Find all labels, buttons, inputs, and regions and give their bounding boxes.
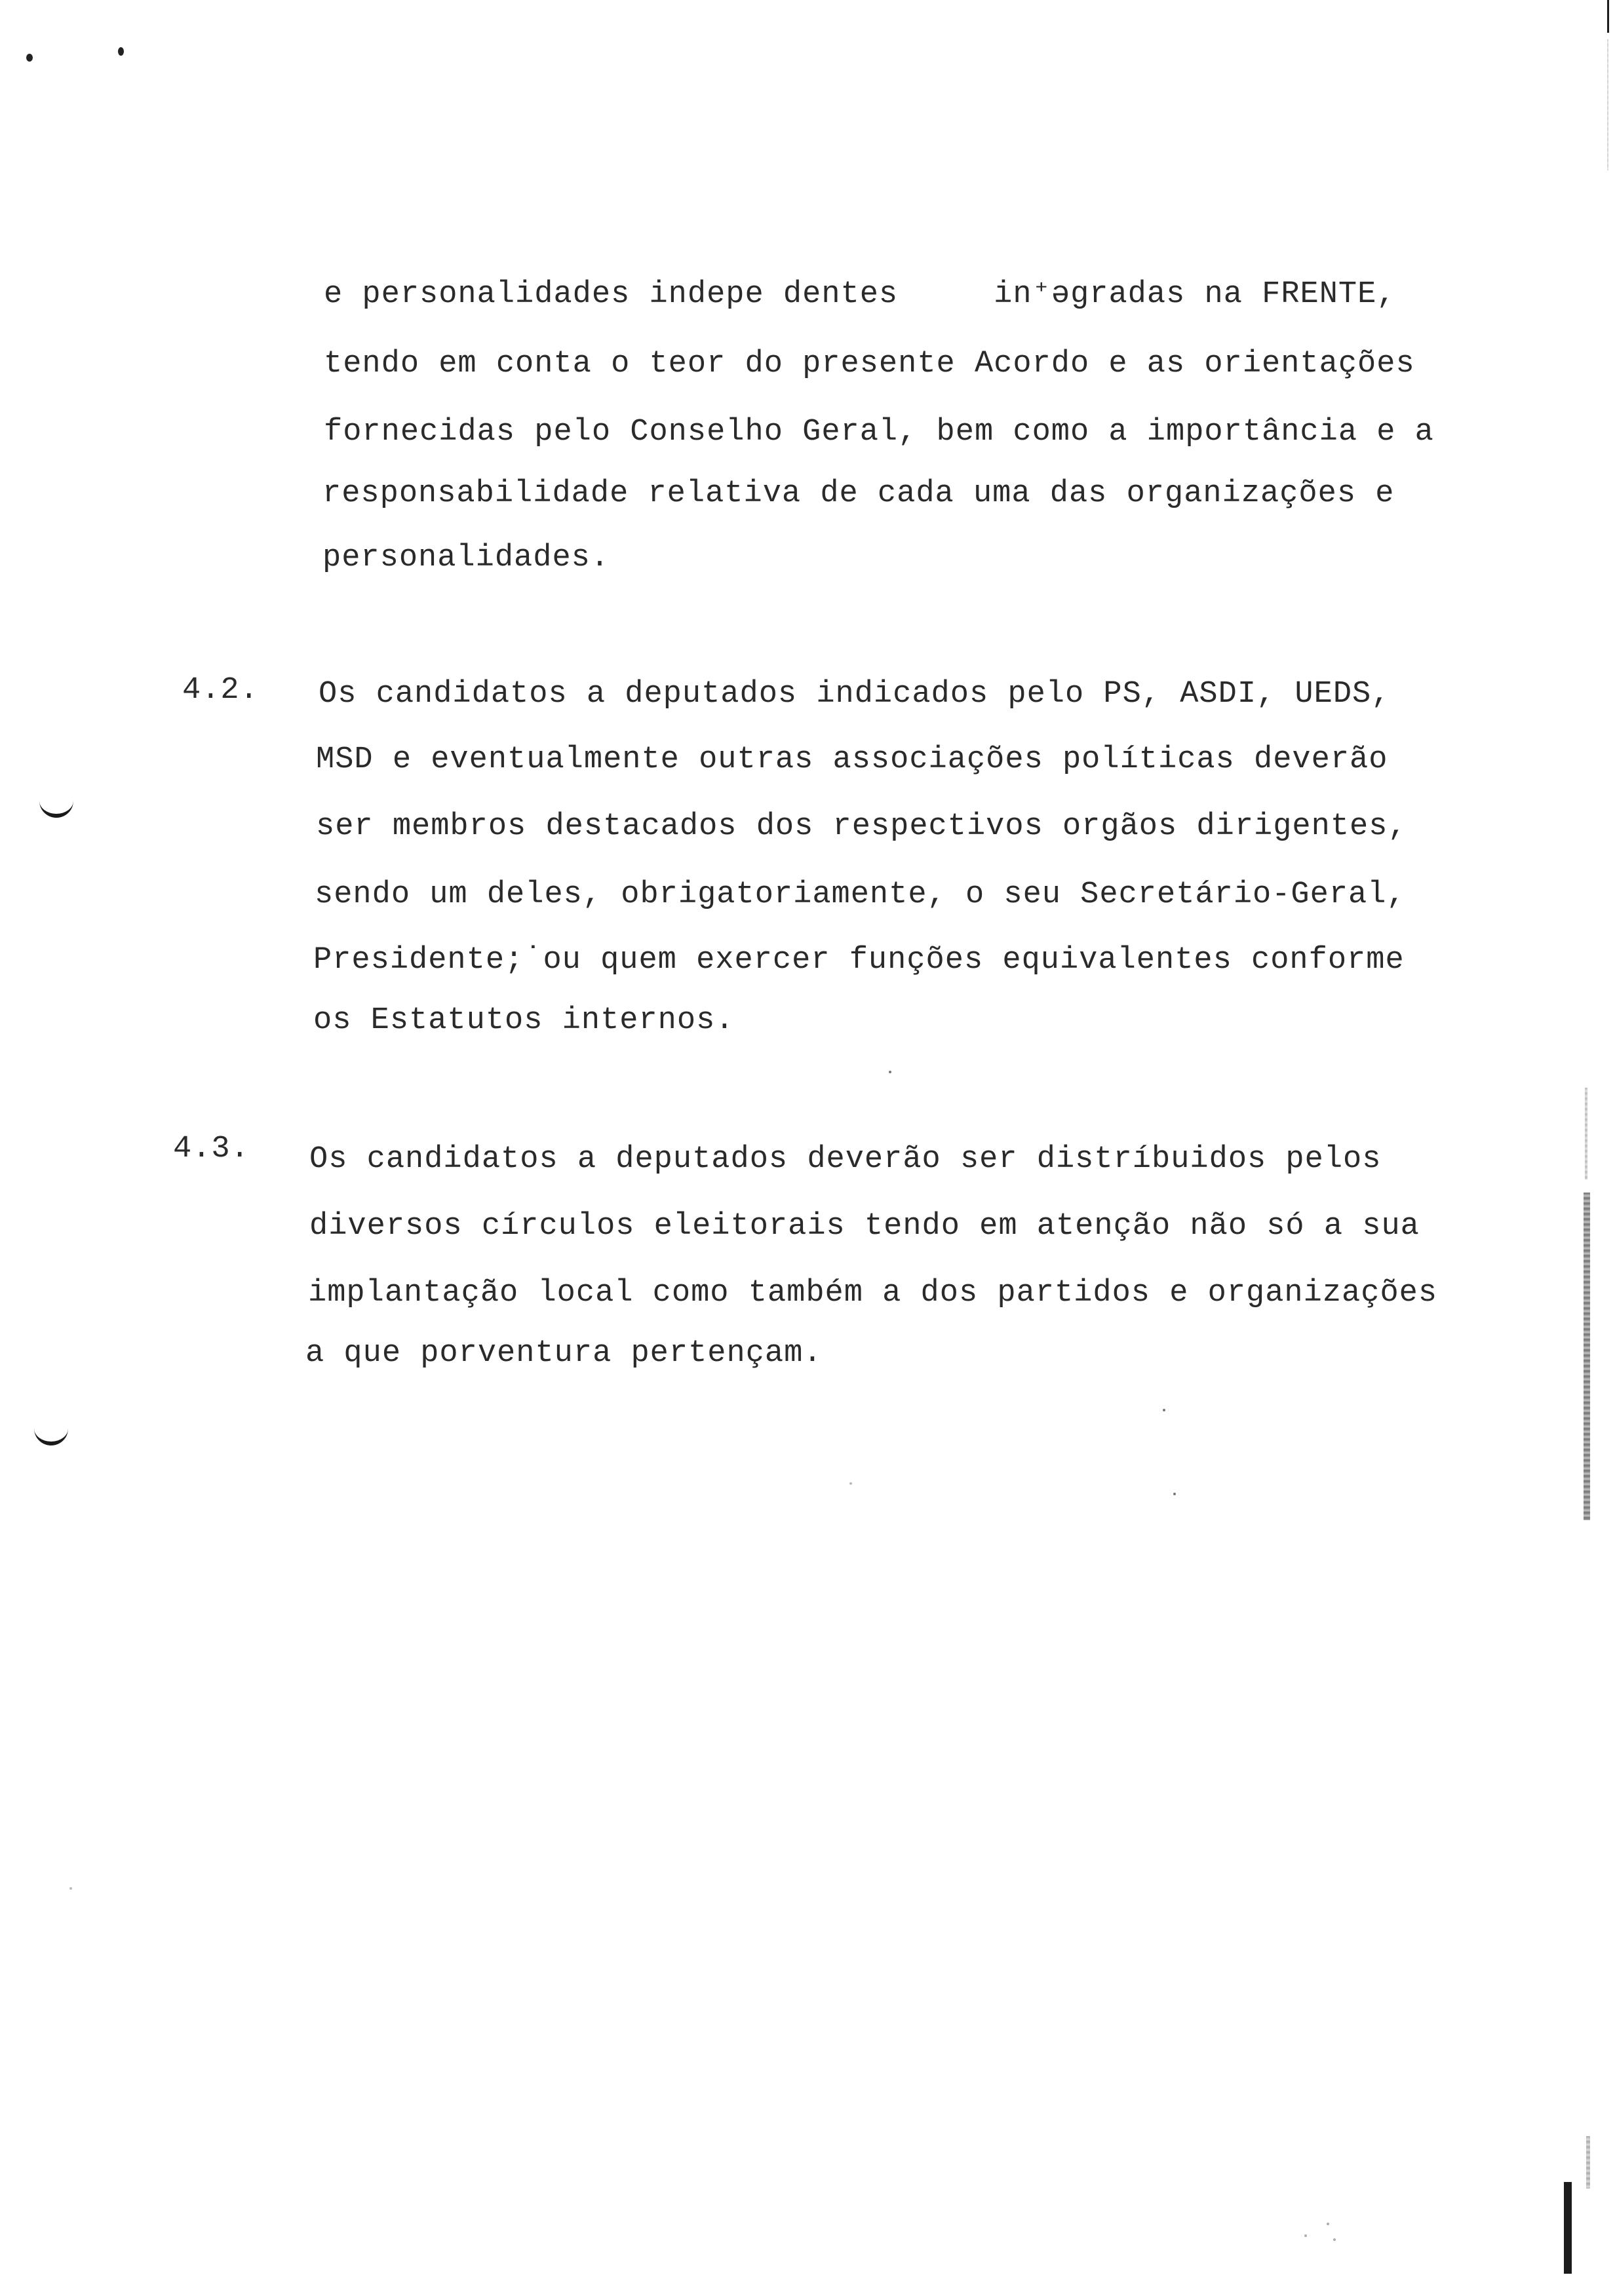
text-line: sendo um deles, obrigatoriamente, o seu Secretário-Geral, xyxy=(315,877,1406,912)
margin-mark xyxy=(34,1425,68,1445)
scan-edge-mark xyxy=(1584,1193,1590,1520)
text-line: personalidades. xyxy=(322,541,610,575)
text-line: Presidente;˙ou quem exercer funções equivalentes conforme xyxy=(313,943,1405,978)
scan-speck xyxy=(1333,2238,1336,2241)
scan-edge-mark xyxy=(1607,0,1609,33)
scan-speck xyxy=(26,54,33,62)
scan-speck xyxy=(69,1887,72,1890)
text-line: Os candidatos a deputados deverão ser distríbuidos pelos xyxy=(309,1142,1382,1177)
scan-edge-mark xyxy=(1586,2136,1590,2189)
margin-mark xyxy=(39,797,73,818)
text-line: a que porventura pertençam. xyxy=(305,1336,823,1371)
scan-speck xyxy=(889,1071,891,1073)
scan-speck xyxy=(1173,1493,1176,1495)
text-line: ser membros destacados dos respectivos orgãos dirigentes, xyxy=(316,809,1407,844)
text-line: tendo em conta o teor do presente Acordo e as orientações xyxy=(324,347,1415,381)
text-line: diversos círculos eleitorais tendo em atenção não só a sua xyxy=(309,1209,1420,1244)
text-line: e personalidades indepe dentes in⁺əgradas na FRENTE, xyxy=(324,277,1396,312)
section-number: 4.3. xyxy=(173,1132,250,1166)
text-line: Os candidatos a deputados indicados pelo PS, ASDI, UEDS, xyxy=(319,677,1391,712)
text-line: implantação local como também a dos partidos e organizações xyxy=(308,1276,1438,1311)
scan-speck xyxy=(118,47,124,56)
scan-speck xyxy=(1327,2223,1329,2225)
text-line: responsabilidade relativa de cada uma das organizações e xyxy=(322,476,1395,511)
scan-speck xyxy=(1304,2234,1307,2237)
scan-speck xyxy=(1163,1409,1165,1411)
text-line: os Estatutos internos. xyxy=(313,1003,735,1038)
section-number: 4.2. xyxy=(182,673,259,708)
scan-edge-mark xyxy=(1585,1088,1587,1179)
scan-edge-mark xyxy=(1607,39,1608,170)
text-line: fornecidas pelo Conselho Geral, bem como a importância e a xyxy=(324,415,1434,450)
scan-speck xyxy=(849,1482,852,1485)
text-line: MSD e eventualmente outras associações políticas deverão xyxy=(316,742,1388,777)
scan-edge-mark xyxy=(1564,2182,1572,2274)
